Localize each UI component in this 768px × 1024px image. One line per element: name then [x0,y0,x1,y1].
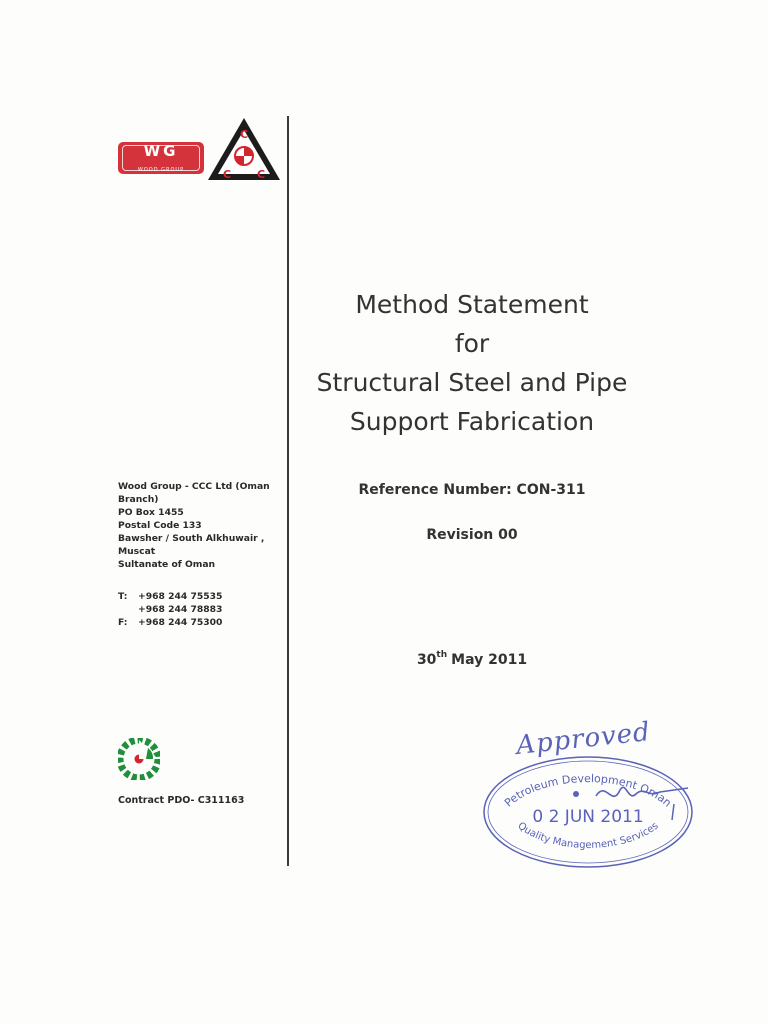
date-day: 30 [416,652,437,668]
document-title [292,285,652,441]
address-country: Sultanate of Oman [118,559,216,570]
address-company: Wood Group - CCC Ltd (Oman Branch) [118,481,270,505]
wg-logo-subtext: WOOD GROUP [137,167,185,173]
header-logos [118,116,288,182]
address-area: Bawsher / South Alkhuwair , [118,533,265,544]
stamp-bottom-text: Quality Management Services [515,820,661,852]
date-suffix: th [436,650,448,660]
fax-label: F: [118,617,128,628]
ccc-logo-icon [206,116,282,182]
approval-stamp [478,750,698,870]
title-line-3: Structural Steel and Pipe [316,368,628,397]
ccc-letter-left: C [222,168,232,181]
title-line-1: Method Statement [355,290,589,319]
address-postal-code: Postal Code 133 [118,520,202,531]
vertical-divider [287,116,289,866]
title-line-2: for [454,329,490,358]
ccc-letter-top: C [239,128,249,141]
issue-date [292,650,652,668]
phone-2: +968 244 78883 [138,604,223,615]
company-address [118,480,283,571]
wood-group-logo [118,142,204,174]
fax-number: +968 244 75300 [138,617,223,628]
address-city: Muscat [118,546,156,557]
title-line-4: Support Fabrication [349,407,595,436]
date-rest: May 2011 [451,652,528,668]
contract-number: Contract PDO- C311163 [118,795,245,806]
pdo-logo-icon [118,738,160,780]
phone-1: +968 244 75535 [138,591,223,602]
reference-number: Reference Number: CON-311 [358,482,586,498]
contact-numbers [118,590,222,629]
stamp-date: 0 2 JUN 2011 [532,807,644,827]
wg-logo-text: WG [143,142,179,160]
address-po-box: PO Box 1455 [118,507,184,518]
stamp-top-text: Petroleum Development Oman [502,772,674,810]
approved-handwriting: Approved [514,717,653,761]
ccc-letter-right: C [256,168,266,181]
revision: Revision 00 [426,527,518,543]
phone-label: T: [118,591,128,602]
